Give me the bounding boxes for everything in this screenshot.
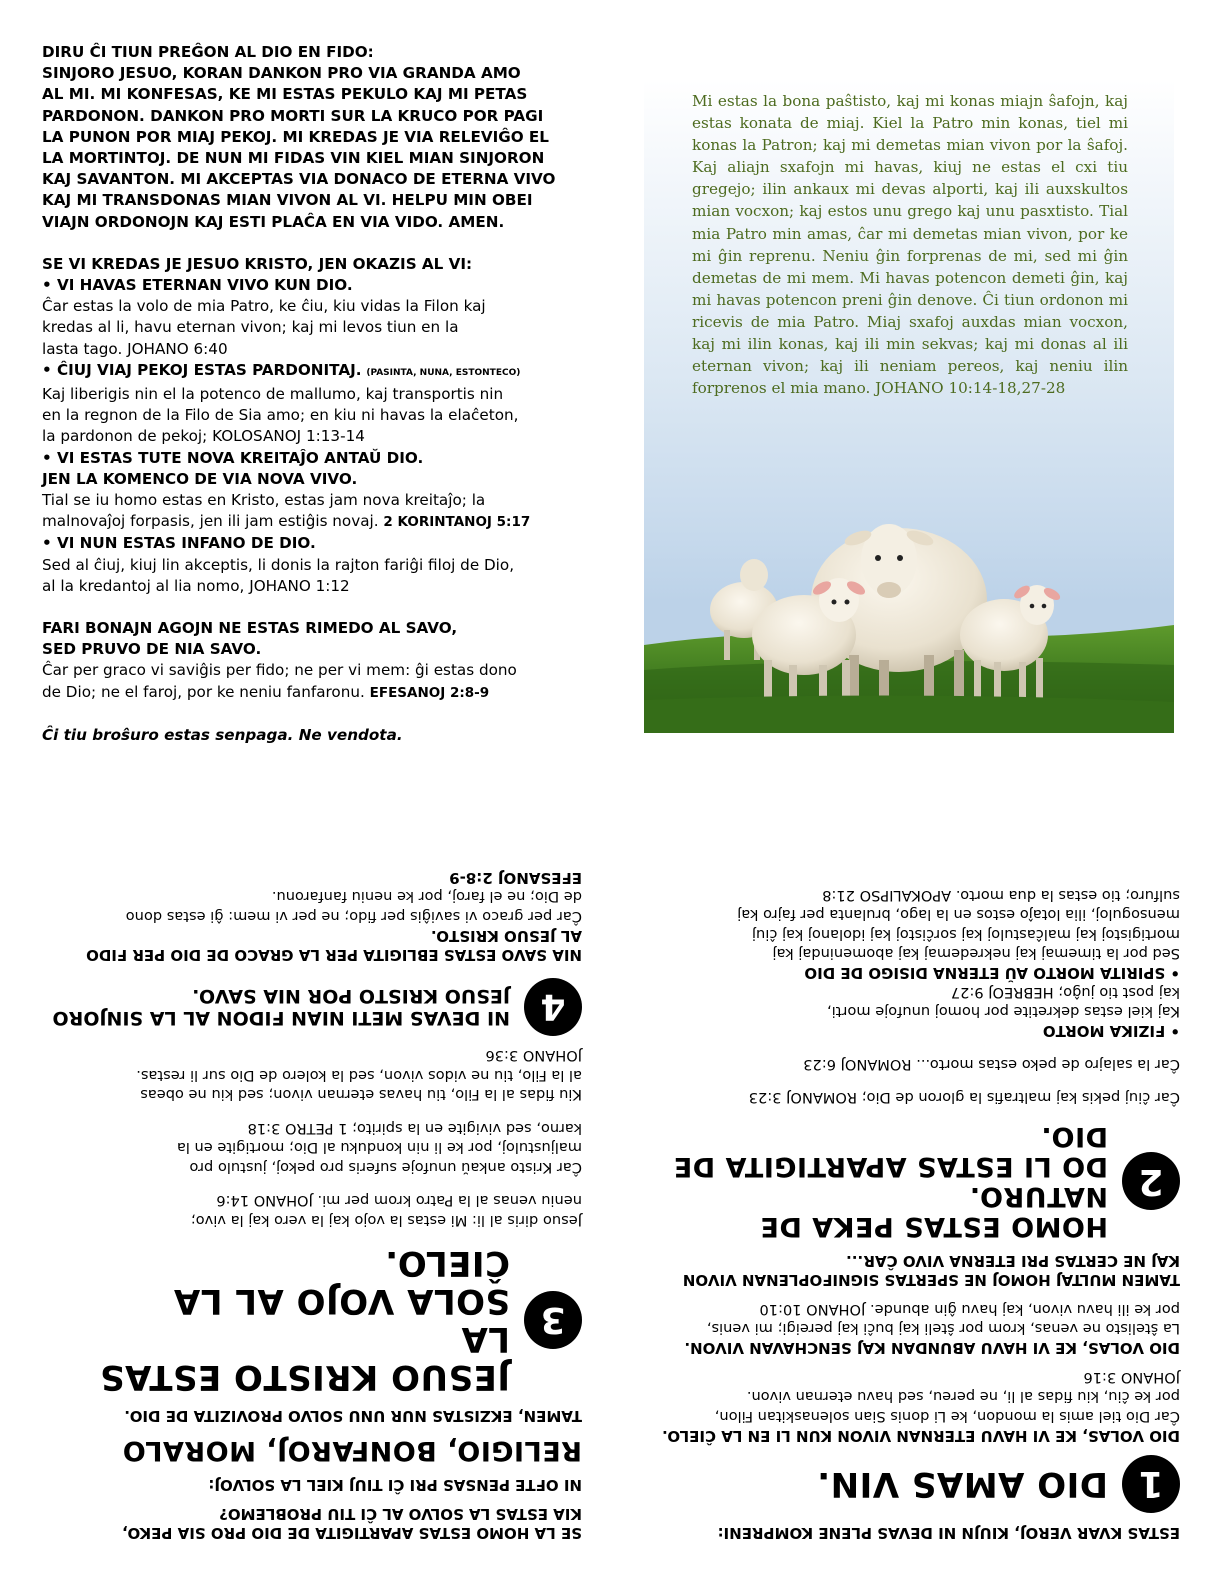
scripture-line: Sed al ĉiuj, kiuj lin akceptis, li donis la rajton fariĝi filoj de Dio, xyxy=(42,555,515,574)
scripture-line: sulfuro; tio estas la dua morto. APOKALIPSO 21:8 xyxy=(822,887,1180,904)
number-badge: 2 xyxy=(1122,1153,1180,1211)
prayer-line: LA MORTINTOJ. DE NUN MI FIDAS VIN KIEL MIAN SINJORON xyxy=(42,149,545,168)
prayer-line: PARDONON. DANKON PRO MORTI SUR LA KRUCO POR PAGI xyxy=(42,106,544,125)
point-title: • VI NUN ESTAS INFANO DE DIO. xyxy=(42,534,316,553)
intro-question: KIA ESTAS LA SOLVO AL ĈI TIU PROBLEMO? xyxy=(219,1505,582,1523)
scripture-line: maljustuloj, por ke li nin konduku al Dio; mortigite en la xyxy=(176,1139,582,1157)
cover-verse: Mi estas la bona paŝtisto, kaj mi konas miajn ŝafojn, kaj estas konata de miaj. Kiel la Patro min konas, tiel mi konas la Patron; kaj mi demetas mian vivon por la ŝafoj. Kaj aliajn sxafojn mi havas, kiuj ne estas el cxi tiu gregejo; ilin ankaux mi devas alporti, kaj ili auxskultos mian vocxon; kaj estos unu grego kaj unu pasxtisto. Tial mia Patro min amas, ĉar mi demetas mian vivon, por ke mi ĝin reprenu. Neniu ĝin forprenas de mi, sed mi ĝin demetas de mi mem. Mi havas potencon demeti ĝin, kaj mi havas potencon preni ĝin denove. Ĉi tiun ordonon mi ricevis de mia Patro. Miaj sxafoj auxdas mian vocxon, kaj mi ilin konas, kaj ili min sekvas; kaj mi donas al ili eternan vivon; kaj ili neniam pereos, kaj neniu ilin forprenos el mia mano. JOHANO 10:14-18,27-28 xyxy=(692,92,1128,398)
scripture-line: Tial se iu homo estas en Kristo, estas jam nova kreitaĵo; la xyxy=(42,491,486,510)
scripture-line: Kaj kiel estas dekretite por homoj unufoje morti, xyxy=(827,1003,1180,1021)
number-badge: 1 xyxy=(1122,1455,1180,1513)
heading-line: DIO AMAS VIN. xyxy=(816,1464,1108,1504)
scripture-line: La ŝtelisto ne venas, krom por ŝteli kaj buĉi kaj pereigi; mi venis, xyxy=(706,1320,1180,1338)
number-badge: 4 xyxy=(524,978,582,1036)
scripture-line: en la regnon de la Filo de Sia amo; en kiu ni havas la elaĉeton, xyxy=(42,406,519,425)
scripture-line: Ĉar ĉiuj pekis kaj maltrafis la gloron de Dio; ROMANOJ 3:23 xyxy=(748,1089,1180,1107)
heading-line: DO LI ESTAS APARTIGITA DE DIO. xyxy=(673,1121,1108,1183)
heading-line: JESUO KRISTO ESTAS LA xyxy=(99,1319,510,1397)
scripture-line: la pardonon de pekoj; KOLOSANOJ 1:13-14 xyxy=(42,427,365,446)
heading-line: SOLA VOJO AL LA ĈIELO. xyxy=(173,1243,510,1321)
back-panel xyxy=(42,42,582,746)
grace-text: AL JESUO KRISTO. xyxy=(430,927,582,945)
scripture-ref: EFESANOJ 2:8-9 xyxy=(449,869,582,887)
scripture-line: Ĉar la salajro de peko estas morto... ROMANOJ 6:23 xyxy=(803,1056,1180,1073)
scripture-line-row xyxy=(42,682,582,704)
free-note: Ĉi tiu broŝuro estas senpaga. Ne vendota. xyxy=(42,725,403,744)
scripture-line: Kiu fidas al la Filo, tiu havas eternan vivon; sed kiu ne obeas xyxy=(140,1086,582,1104)
scripture-line: por ke ili havu vivon, kaj havu ĝin abunde. JOHANO 10:10 xyxy=(759,1301,1180,1318)
scripture-line: por ke ĉiu, kiu fidas al li, ne pereu, sed havu eternan vivon. xyxy=(746,1388,1180,1406)
scripture-ref: 2 KORINTANOJ 5:17 xyxy=(383,514,531,531)
scripture-line: malnovaĵoj forpasis, jen ili jam estiĝis novaj. xyxy=(42,512,379,531)
prayer-line: LA PUNON POR MIAJ PEKOJ. MI KREDAS JE VIA RELEVIĜO EL xyxy=(42,127,549,146)
point-title: • VI ESTAS TUTE NOVA KREITAĴO ANTAŬ DIO. xyxy=(42,448,424,467)
scripture-line: Ĉar Dio tiel amis la mondon, ke Li donis Sian solenaskitan Filon, xyxy=(714,1408,1180,1425)
scripture-ref: JOHANO 3:36 xyxy=(485,1047,582,1065)
death-type: • FIZIKA MORTO xyxy=(1042,1022,1180,1041)
scripture-line: kaj post tio juĝo; HEBREOJ 9:27 xyxy=(950,984,1180,1001)
truth-1-heading xyxy=(640,1455,1180,1513)
number-badge: 3 xyxy=(524,1291,582,1349)
intro-question: NI OFTE PENSAS PRI ĈI TIUJ KIEL LA SOLVOJ: xyxy=(208,1476,582,1494)
scripture-line: Jesuo diris al li: Mi estas la vojo kaj la vero kaj la vivo; xyxy=(190,1212,582,1229)
scripture-line: kredas al li, havu eternan vivon; kaj mi levos tiun en la xyxy=(42,318,459,337)
heading-text xyxy=(53,985,510,1029)
scripture-line: Ĉar Kristo ankaŭ unufoje suferis pro pekoj, justulo pro xyxy=(189,1159,582,1176)
prayer-text xyxy=(42,63,582,233)
point-title: • VI HAVAS ETERNAN VIVO KUN DIO. xyxy=(42,276,353,295)
scripture-line: al la kredantoj al lia nomo, JOHANO 1:12 xyxy=(42,576,350,595)
truth-4-heading xyxy=(42,978,582,1036)
scripture-line: de Dio; ne el faroj, por ke neniu fanfaronu. xyxy=(42,682,365,701)
truth-2-heading xyxy=(640,1122,1180,1242)
scripture-line: Ĉar per graco vi saviĝis per fido; ne per vi mem: ĝi estas dono xyxy=(125,908,582,925)
scripture-line: mortigistoj kaj malĉastuloj kaj sorĉistoj kaj idolanoj kaj ĉiuj xyxy=(752,926,1180,943)
one-solution-text: TAMEN, EKZISTAS NUR UNU SOLVO PROVIZITA DE DIO. xyxy=(124,1407,582,1425)
believe-heading: SE VI KREDAS JE JESUO KRISTO, JEN OKAZIS AL VI: xyxy=(42,254,473,273)
cover-panel xyxy=(644,80,1174,733)
point-subnote: (PASINTA, NUNA, ESTONTECO) xyxy=(366,367,521,378)
inside-right-panel xyxy=(640,782,1180,1542)
scripture-line: al la Filo, tiu ne vidos vivon, sed la kolero de Dio sur li restas. xyxy=(136,1067,582,1084)
heading-line: HOMO ESTAS PEKA DE NATURO. xyxy=(759,1181,1108,1243)
scripture-ref: EFESANOJ 2:8-9 xyxy=(369,684,490,701)
intro-question: SE LA HOMO ESTAS APARTIGITA DE DIO PRO SIA PEKO, xyxy=(122,1524,582,1542)
statement-text: TAMEN MULTAJ HOMOJ NE SPERTAS SIGNIFOPLENAN VIVON xyxy=(682,1271,1180,1290)
scripture-line-row xyxy=(42,511,582,533)
prayer-line: KAJ MI TRANSDONAS MIAN VIVON AL VI. HELPU MIN OBEI xyxy=(42,191,533,210)
scripture-line: de Dio; ne el faroj, por ke neniu fanfaronu. xyxy=(271,888,582,906)
works-heading: FARI BONAJN AGOJN NE ESTAS RIMEDO AL SAVO, xyxy=(42,619,458,638)
death-type: • SPIRITA MORTO AŬ ETERNA DISIGO DE DIO xyxy=(804,964,1180,983)
statement-text: DIO VOLAS, KE VI HAVU ABUNDAN KAJ SENCHAVAN VIVON. xyxy=(684,1339,1180,1358)
point-title: • ĈIUJ VIAJ PEKOJ ESTAS PARDONITAJ. xyxy=(42,360,362,379)
scripture-line: neniu venas al la Patro krom per mi. JOHANO 14:6 xyxy=(216,1192,582,1210)
prayer-line: VIAJN ORDONOJN KAJ ESTI PLAĈA EN VIA VIDO. AMEN. xyxy=(42,212,505,231)
inside-left-panel xyxy=(42,782,582,1542)
scripture-line: Sed por la timemaj kaj nekredemaj kaj abomenindaj kaj xyxy=(772,945,1180,963)
scripture-line: karno, sed vivigite en la spirito; 1 PETRO 3:18 xyxy=(247,1120,582,1137)
grace-text: NIA SAVO ESTAS EBLIGITA PER LA GRACO DE DIO PER FIDO xyxy=(86,946,582,964)
heading-line: NI DEVAS METI NIAN FIDON AL LA SINJORO xyxy=(52,1007,510,1029)
scripture-line: Ĉar per graco vi saviĝis per fido; ne per vi mem: ĝi estas dono xyxy=(42,661,517,680)
statement-text: KAJ NE CERTAS PRI ETERNA VIVO ĈAR... xyxy=(846,1252,1180,1271)
prayer-line: SINJORO JESUO, KORAN DANKON PRO VIA GRANDA AMO xyxy=(42,64,521,83)
truth-3-heading xyxy=(42,1244,582,1396)
prayer-line: KAJ SAVANTON. MI AKCEPTAS VIA DONACO DE ETERNA VIVO xyxy=(42,170,556,189)
heading-line: JESUO KRISTO POR NIA SAVO. xyxy=(192,985,510,1007)
prayer-heading: DIRU ĈI TIUN PREĜON AL DIO EN FIDO: xyxy=(42,43,374,61)
scripture-line: mensoguloj, ilia lotaĵo estos en la lago, brulanta per fajro kaj xyxy=(737,906,1180,924)
point-subtitle: JEN LA KOMENCO DE VIA NOVA VIVO. xyxy=(42,469,358,488)
works-heading: SED PRUVO DE NIA SAVO. xyxy=(42,640,262,659)
heading-text xyxy=(42,1244,510,1396)
point-title-row xyxy=(42,360,582,384)
scripture-line: Kaj liberigis nin el la potenco de mallumo, kaj transportis nin xyxy=(42,385,504,404)
prayer-line: AL MI. MI KONFESAS, KE MI ESTAS PEKULO KAJ MI PETAS xyxy=(42,85,528,104)
intro-text: ESTAS KVAR VEROJ, KIUJN NI DEVAS PLENE KOMPRENI: xyxy=(717,1524,1180,1542)
heading-text xyxy=(640,1122,1108,1242)
scripture-ref: JOHANO 3:16 xyxy=(1083,1369,1180,1386)
false-solutions-heading: RELIGIO, BONFAROJ, MORALO xyxy=(122,1435,582,1466)
sheep-photo xyxy=(644,440,1174,733)
scripture-line: lasta tago. JOHANO 6:40 xyxy=(42,339,228,358)
scripture-line: Ĉar estas la volo de mia Patro, ke ĉiu, kiu vidas la Filon kaj xyxy=(42,297,486,316)
statement-text: DIO VOLAS, KE VI HAVU ETERNAN VIVON KUN LI EN LA ĈIELO. xyxy=(662,1427,1180,1445)
